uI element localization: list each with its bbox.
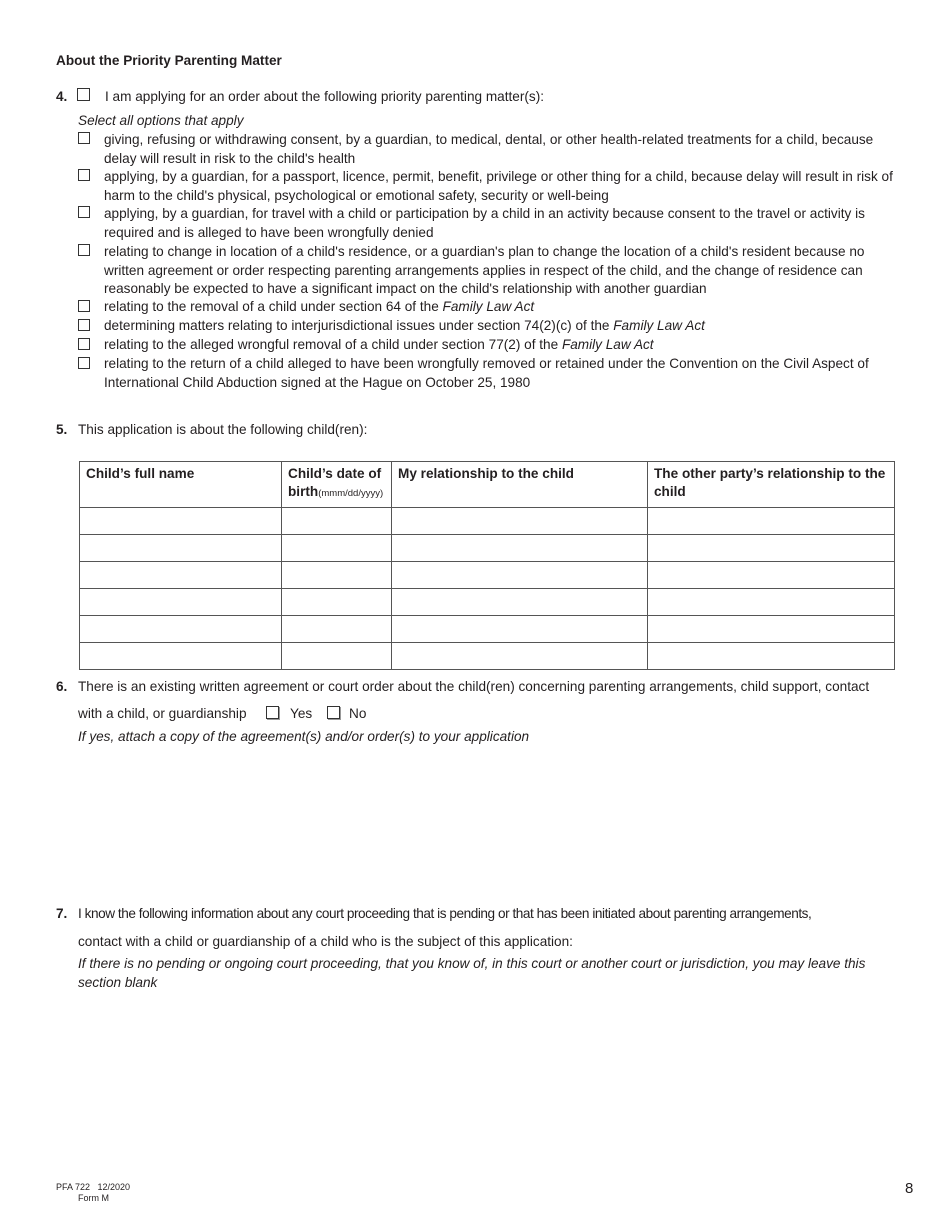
table-row bbox=[80, 589, 895, 616]
option-text-relocation: relating to change in location of a child's residence, or a guardian's plan to change the location of a child's resident because no written agreement or order respecting parenting arrangements applies in respect of the child, and the change of residence can reasonably be expected to have a significant impact on the child's relationship with another guardian bbox=[104, 244, 865, 297]
option-text: relating to the removal of a child under section 64 of the bbox=[104, 299, 443, 314]
q4-number: 4. bbox=[56, 89, 68, 104]
q7-text-line1: I know the following information about any court proceeding that is pending or that has been initiated about parenting arrangements, bbox=[78, 906, 812, 921]
table-row bbox=[80, 562, 895, 589]
cell-child-name[interactable] bbox=[80, 535, 282, 562]
option-checkbox-section-77[interactable] bbox=[78, 338, 90, 350]
option-checkbox-section-64[interactable] bbox=[78, 300, 90, 312]
cell-other-relationship[interactable] bbox=[648, 562, 895, 589]
header-child-name: Child’s full name bbox=[80, 462, 282, 508]
children-table bbox=[79, 461, 895, 670]
option-checkbox-medical[interactable] bbox=[78, 132, 90, 144]
q7-note: If there is no pending or ongoing court proceeding, that you know of, in this court or another court or jurisdiction, you may leave this section blank bbox=[78, 956, 866, 990]
option-text: relating to the alleged wrongful removal of a child under section 77(2) of the bbox=[104, 337, 562, 352]
option-checkbox-hague[interactable] bbox=[78, 357, 90, 369]
cell-other-relationship[interactable] bbox=[648, 508, 895, 535]
q4-main-checkbox[interactable] bbox=[77, 88, 90, 101]
cell-my-relationship[interactable] bbox=[392, 616, 648, 643]
q6-no-label: No bbox=[349, 706, 367, 721]
option-text-travel: applying, by a guardian, for travel with a child or participation by a child in an activity because consent to the travel or activity is required and is alleged to have been wrongfully denied bbox=[104, 206, 865, 240]
q6-yes-label: Yes bbox=[290, 706, 313, 721]
option-checkbox-relocation[interactable] bbox=[78, 244, 90, 256]
cell-other-relationship[interactable] bbox=[648, 535, 895, 562]
cell-child-dob[interactable] bbox=[282, 643, 392, 670]
footer-form-code: PFA 722 12/2020 bbox=[56, 1182, 131, 1192]
option-text-section-64 bbox=[104, 298, 894, 317]
header-child-dob bbox=[282, 462, 392, 508]
cell-my-relationship[interactable] bbox=[392, 562, 648, 589]
q6-number: 6. bbox=[56, 679, 68, 694]
q5-text: This application is about the following child(ren): bbox=[78, 422, 368, 437]
section-heading: About the Priority Parenting Matter bbox=[56, 53, 282, 68]
cell-child-dob[interactable] bbox=[282, 562, 392, 589]
q7-number: 7. bbox=[56, 906, 68, 921]
option-checkbox-section-74[interactable] bbox=[78, 319, 90, 331]
dob-format: (mmm/dd/yyyy) bbox=[318, 488, 384, 499]
option-text-hague: relating to the return of a child alleged to have been wrongfully removed or retained under the Convention on the Civil Aspect of International Child Abduction signed at the Hague on October 25, 1980 bbox=[104, 356, 869, 390]
q6-note: If yes, attach a copy of the agreement(s) and/or order(s) to your application bbox=[78, 729, 530, 744]
option-checkbox-passport[interactable] bbox=[78, 169, 90, 181]
cell-child-dob[interactable] bbox=[282, 508, 392, 535]
cell-other-relationship[interactable] bbox=[648, 616, 895, 643]
option-text-section-77 bbox=[104, 336, 894, 355]
cell-child-dob[interactable] bbox=[282, 535, 392, 562]
cell-my-relationship[interactable] bbox=[392, 589, 648, 616]
table-row bbox=[80, 643, 895, 670]
q7-text-line2: contact with a child or guardianship of a child who is the subject of this application: bbox=[78, 934, 573, 949]
table-row bbox=[80, 508, 895, 535]
act-name: Family Law Act bbox=[561, 337, 654, 352]
q6-text-line1: There is an existing written agreement or court order about the child(ren) concerning parenting arrangements, child support, contact bbox=[78, 679, 870, 694]
page-number: 8 bbox=[905, 1180, 914, 1197]
option-checkbox-travel[interactable] bbox=[78, 206, 90, 218]
option-text-medical: giving, refusing or withdrawing consent, by a guardian, to medical, dental, or other health-related treatments for a child, because delay will result in risk to the child's health bbox=[104, 132, 874, 166]
table-header-row bbox=[80, 462, 895, 508]
footer-form-name: Form M bbox=[78, 1193, 109, 1203]
q6-no-checkbox[interactable] bbox=[327, 706, 340, 719]
dob-label: Child’s date of birth bbox=[288, 466, 382, 499]
option-text-section-74 bbox=[104, 317, 894, 336]
cell-child-dob[interactable] bbox=[282, 616, 392, 643]
cell-other-relationship[interactable] bbox=[648, 589, 895, 616]
option-text: determining matters relating to interjurisdictional issues under section 74(2)(c) of the bbox=[104, 318, 614, 333]
table-row bbox=[80, 616, 895, 643]
cell-other-relationship[interactable] bbox=[648, 643, 895, 670]
act-name: Family Law Act bbox=[442, 299, 535, 314]
header-my-relationship: My relationship to the child bbox=[392, 462, 648, 508]
cell-my-relationship[interactable] bbox=[392, 535, 648, 562]
table-row bbox=[80, 535, 895, 562]
cell-my-relationship[interactable] bbox=[392, 508, 648, 535]
act-name: Family Law Act bbox=[613, 318, 705, 333]
q6-text-line2: with a child, or guardianship bbox=[78, 706, 247, 721]
header-other-relationship: The other party’s relationship to the child bbox=[648, 462, 895, 508]
option-text-passport: applying, by a guardian, for a passport, licence, permit, benefit, privilege or other thing for a child, because delay will result in risk of harm to the child's physical, psychological or emotional safety, security or well-being bbox=[104, 169, 893, 203]
cell-my-relationship[interactable] bbox=[392, 643, 648, 670]
q5-number: 5. bbox=[56, 422, 68, 437]
q4-text: I am applying for an order about the following priority parenting matter(s): bbox=[105, 89, 544, 104]
q4-instruction: Select all options that apply bbox=[78, 113, 244, 128]
cell-child-name[interactable] bbox=[80, 616, 282, 643]
cell-child-name[interactable] bbox=[80, 508, 282, 535]
q6-yes-checkbox[interactable] bbox=[266, 706, 279, 719]
cell-child-name[interactable] bbox=[80, 643, 282, 670]
cell-child-name[interactable] bbox=[80, 562, 282, 589]
cell-child-name[interactable] bbox=[80, 589, 282, 616]
cell-child-dob[interactable] bbox=[282, 589, 392, 616]
